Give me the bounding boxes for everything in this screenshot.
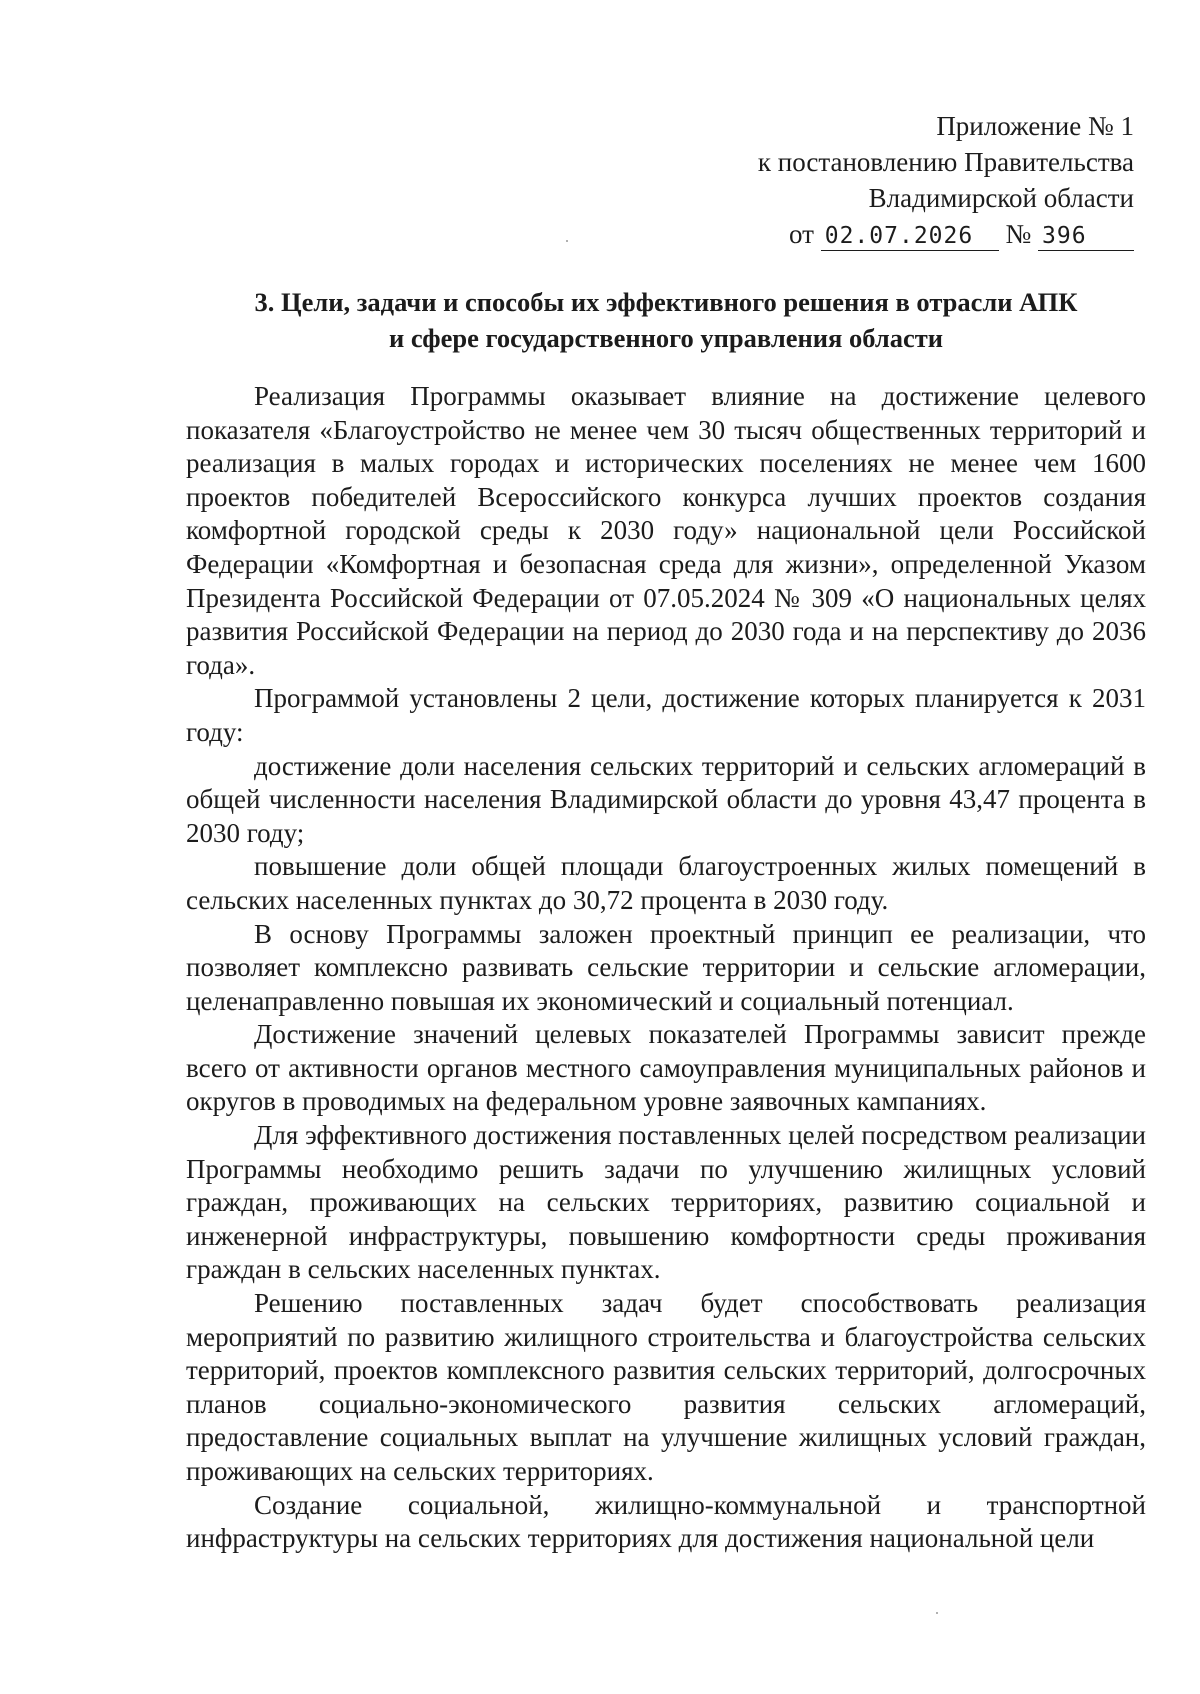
annex-title: Приложение № 1: [936, 111, 1134, 141]
paragraph: В основу Программы заложен проектный принцип ее реализации, что позволяет комплексно развивать сельские территории и сельские агломерации, целенаправленно повышая их экономический и социальный потенциал.: [186, 918, 1146, 1016]
heading-line-2: и сфере государственного управления области: [388, 323, 944, 353]
annex-region: Владимирской области: [868, 183, 1134, 213]
paragraph: Программой установлены 2 цели, достижение которых планируется к 2031 году:: [186, 683, 1146, 747]
paragraph: Реализация Программы оказывает влияние на достижение целевого показателя «Благоустройство не менее чем 30 тысяч общественных территорий и реализация в малых городах и исторических поселениях не менее чем 1600 проектов победителей Всероссийского конкурса лучших проектов создания комфортной городской среды к 2030 году» национальной цели Российской Федерации «Комфортная и безопасная среда для жизни», определенной Указом Президента Российской Федерации от 07.05.2024 № 309 «О национальных целях развития Российской Федерации на период до 2030 года и на перспективу до 2036 года».: [186, 381, 1146, 680]
section-heading: [186, 284, 1146, 356]
decree-date: 02.07.2026: [821, 222, 999, 251]
paragraph: Достижение значений целевых показателей Программы зависит прежде всего от активности органов местного самоуправления муниципальных районов и округов в проводимых на федеральном уровне заявочных кампаниях.: [186, 1019, 1146, 1117]
from-label: от: [789, 219, 814, 249]
paragraph: Решению поставленных задач будет способствовать реализация мероприятий по развитию жилищного строительства и благоустройства сельских территорий, проектов комплексного развития сельских территорий, долгосрочных планов социально-экономического развития сельских агломераций, предоставление социальных выплат на улучшение жилищных условий граждан, проживающих на сельских территориях.: [186, 1288, 1146, 1486]
paragraph: повышение доли общей площади благоустроенных жилых помещений в сельских населенных пунктах до 30,72 процента в 2030 году.: [186, 851, 1146, 915]
document-body: [186, 380, 1146, 1556]
scan-speck: [566, 240, 568, 242]
decree-number: 396: [1038, 222, 1134, 251]
annex-block: [758, 108, 1134, 252]
heading-line-1: 3. Цели, задачи и способы их эффективного решения в отрасли АПК: [254, 287, 1078, 317]
number-label: №: [1005, 219, 1032, 249]
annex-reference: к постановлению Правительства: [757, 147, 1134, 177]
annex-date-number-row: [758, 216, 1134, 252]
paragraph: достижение доли населения сельских территорий и сельских агломераций в общей численности населения Владимирской области до уровня 43,47 процента в 2030 году;: [186, 750, 1146, 848]
paragraph: Для эффективного достижения поставленных целей посредством реализации Программы необходимо решить задачи по улучшению жилищных условий граждан, проживающих на сельских территориях, развитию социальной и инженерной инфраструктуры, повышению комфортности среды проживания граждан в сельских населенных пунктах.: [186, 1120, 1146, 1285]
scan-speck: [936, 1612, 938, 1614]
paragraph: Создание социальной, жилищно-коммунальной и транспортной инфраструктуры на сельских территориях для достижения национальной цели: [186, 1489, 1146, 1554]
